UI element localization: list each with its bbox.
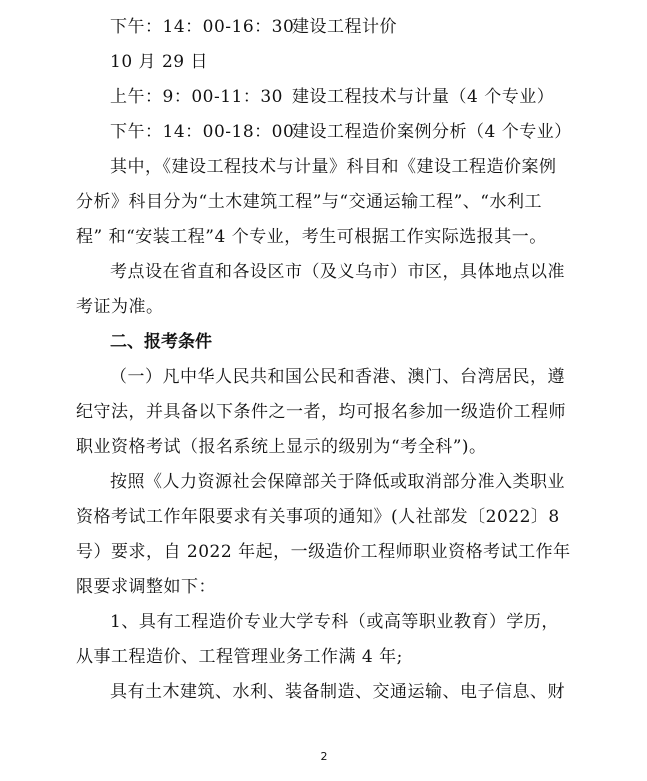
schedule-time-2: 上午：9：00-11：30 bbox=[110, 87, 283, 107]
paragraph-line: 职业资格考试（报名系统上显示的级别为“考全科”)。 bbox=[76, 437, 487, 457]
paragraph-line: 资格考试工作年限要求有关事项的通知》(人社部发〔2022〕8 bbox=[76, 507, 560, 527]
schedule-subject-2: 建设工程技术与计量（4 个专业） bbox=[292, 87, 555, 107]
schedule-time-3: 下午：14：00-18：00 bbox=[110, 122, 295, 142]
paragraph-line: 1、具有工程造价专业大学专科（或高等职业教育）学历， bbox=[110, 612, 559, 632]
paragraph-line: 具有土木建筑、水利、装备制造、交通运输、电子信息、财 bbox=[110, 682, 565, 702]
paragraph-line: 程” 和“安装工程”4 个专业，考生可根据工作实际选报其一。 bbox=[76, 227, 547, 247]
paragraph-line: （一）凡中华人民共和国公民和香港、澳门、台湾居民，遵 bbox=[110, 367, 565, 387]
paragraph-line: 考点设在省直和各设区市（及义乌市）市区，具体地点以准 bbox=[110, 262, 565, 282]
paragraph-line: 纪守法，并具备以下条件之一者，均可报名参加一级造价工程师 bbox=[76, 402, 566, 422]
paragraph-line: 按照《人力资源社会保障部关于降低或取消部分准入类职业 bbox=[110, 472, 565, 492]
paragraph-line: 考证为准。 bbox=[76, 297, 164, 317]
schedule-subject-1: 建设工程计价 bbox=[292, 17, 397, 37]
section-heading: 二、报考条件 bbox=[110, 332, 212, 352]
schedule-date: 10 月 29 日 bbox=[110, 52, 208, 72]
paragraph-line: 其中，《建设工程技术与计量》科目和《建设工程造价案例 bbox=[110, 157, 557, 177]
paragraph-line: 分析》科目分为“土木建筑工程”与“交通运输工程”、“水利工 bbox=[76, 192, 542, 212]
paragraph-line: 号）要求，自 2022 年起，一级造价工程师职业资格考试工作年 bbox=[76, 542, 571, 562]
page-number: 2 bbox=[320, 750, 328, 763]
paragraph-line: 从事工程造价、工程管理业务工作满 4 年; bbox=[76, 647, 403, 667]
paragraph-line: 限要求调整如下： bbox=[76, 577, 216, 597]
schedule-subject-3: 建设工程造价案例分析（4 个专业） bbox=[292, 122, 572, 142]
schedule-time-1: 下午：14：00-16：30 bbox=[110, 17, 295, 37]
